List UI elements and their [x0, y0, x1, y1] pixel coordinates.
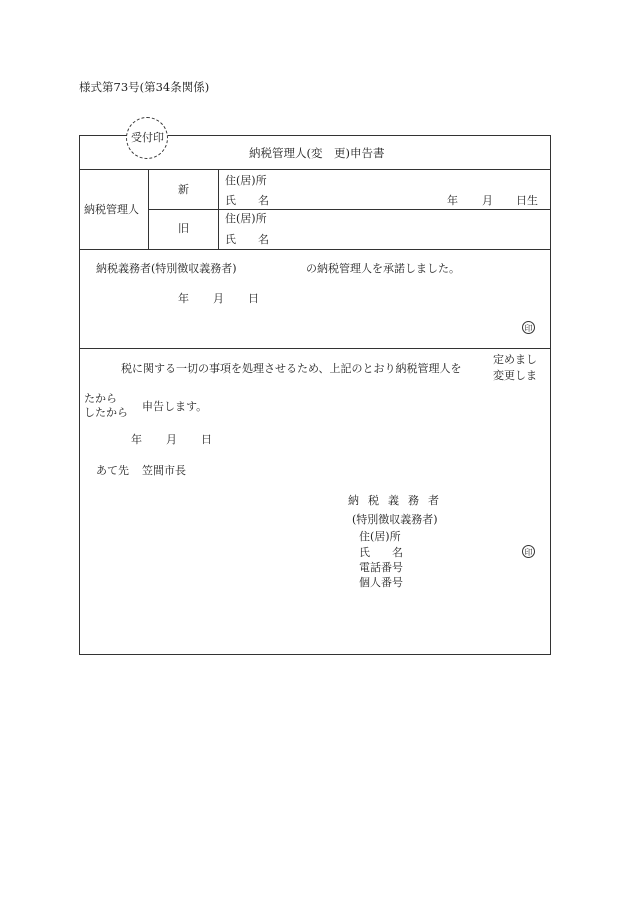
- payer-personal-number-label: 個人番号: [359, 576, 403, 589]
- birth-year-label: 年: [447, 194, 458, 207]
- birth-month-label: 月: [482, 194, 493, 207]
- declaration-body-main: 税に関する一切の事項を処理させるため、上記のとおり納税管理人を: [121, 362, 462, 375]
- declaration-month-label: 月: [166, 433, 177, 446]
- declaration-option-2-line2: したから: [84, 406, 128, 419]
- old-address-label: 住(居)所: [225, 212, 267, 225]
- acceptance-payer-label: 納税義務者(特別徴収義務者): [96, 262, 237, 275]
- form-title: 納税管理人(変 更)申告書: [249, 146, 385, 160]
- declaration-day-label: 日: [201, 433, 212, 446]
- declaration-option-2-line1: たから: [84, 392, 117, 405]
- form-frame: [79, 135, 551, 655]
- manager-row-label: 納税管理人: [84, 203, 139, 216]
- divider-col-1: [148, 169, 149, 249]
- declaration-body-end: 申告します。: [142, 400, 208, 413]
- acceptance-year-label: 年: [178, 292, 189, 305]
- new-label: 新: [178, 183, 189, 196]
- acceptance-month-label: 月: [213, 292, 224, 305]
- declaration-year-label: 年: [131, 433, 142, 446]
- addressee-name: 笠間市長: [142, 464, 186, 477]
- old-name-label: 氏 名: [225, 233, 269, 246]
- payer-heading: 納税義務者: [348, 494, 448, 507]
- declaration-option-1-line1: 定めまし: [493, 353, 537, 366]
- divider-acceptance: [79, 348, 551, 349]
- reception-stamp-label: 受付印: [131, 131, 164, 144]
- birth-day-label: 日生: [516, 194, 538, 207]
- payer-address-label: 住(居)所: [359, 530, 401, 543]
- old-label: 旧: [178, 222, 189, 235]
- payer-phone-label: 電話番号: [359, 561, 403, 574]
- declaration-seal-mark: 印: [522, 545, 535, 558]
- form-number: 様式第73号(第34条関係): [79, 80, 210, 94]
- divider-col-2: [218, 169, 219, 249]
- new-address-label: 住(居)所: [225, 174, 267, 187]
- payer-name-label: 氏 名: [359, 546, 403, 559]
- divider-new-old: [148, 209, 551, 210]
- addressee-label: あて先: [96, 464, 129, 477]
- payer-subheading: (特別徴収義務者): [352, 513, 438, 526]
- divider-title: [79, 169, 551, 170]
- acceptance-statement: の納税管理人を承諾しました。: [306, 262, 460, 275]
- declaration-option-1-line2: 変更しま: [493, 369, 537, 382]
- divider-manager: [79, 249, 551, 250]
- acceptance-day-label: 日: [248, 292, 259, 305]
- acceptance-seal-mark: 印: [522, 321, 535, 334]
- new-name-label: 氏 名: [225, 194, 269, 207]
